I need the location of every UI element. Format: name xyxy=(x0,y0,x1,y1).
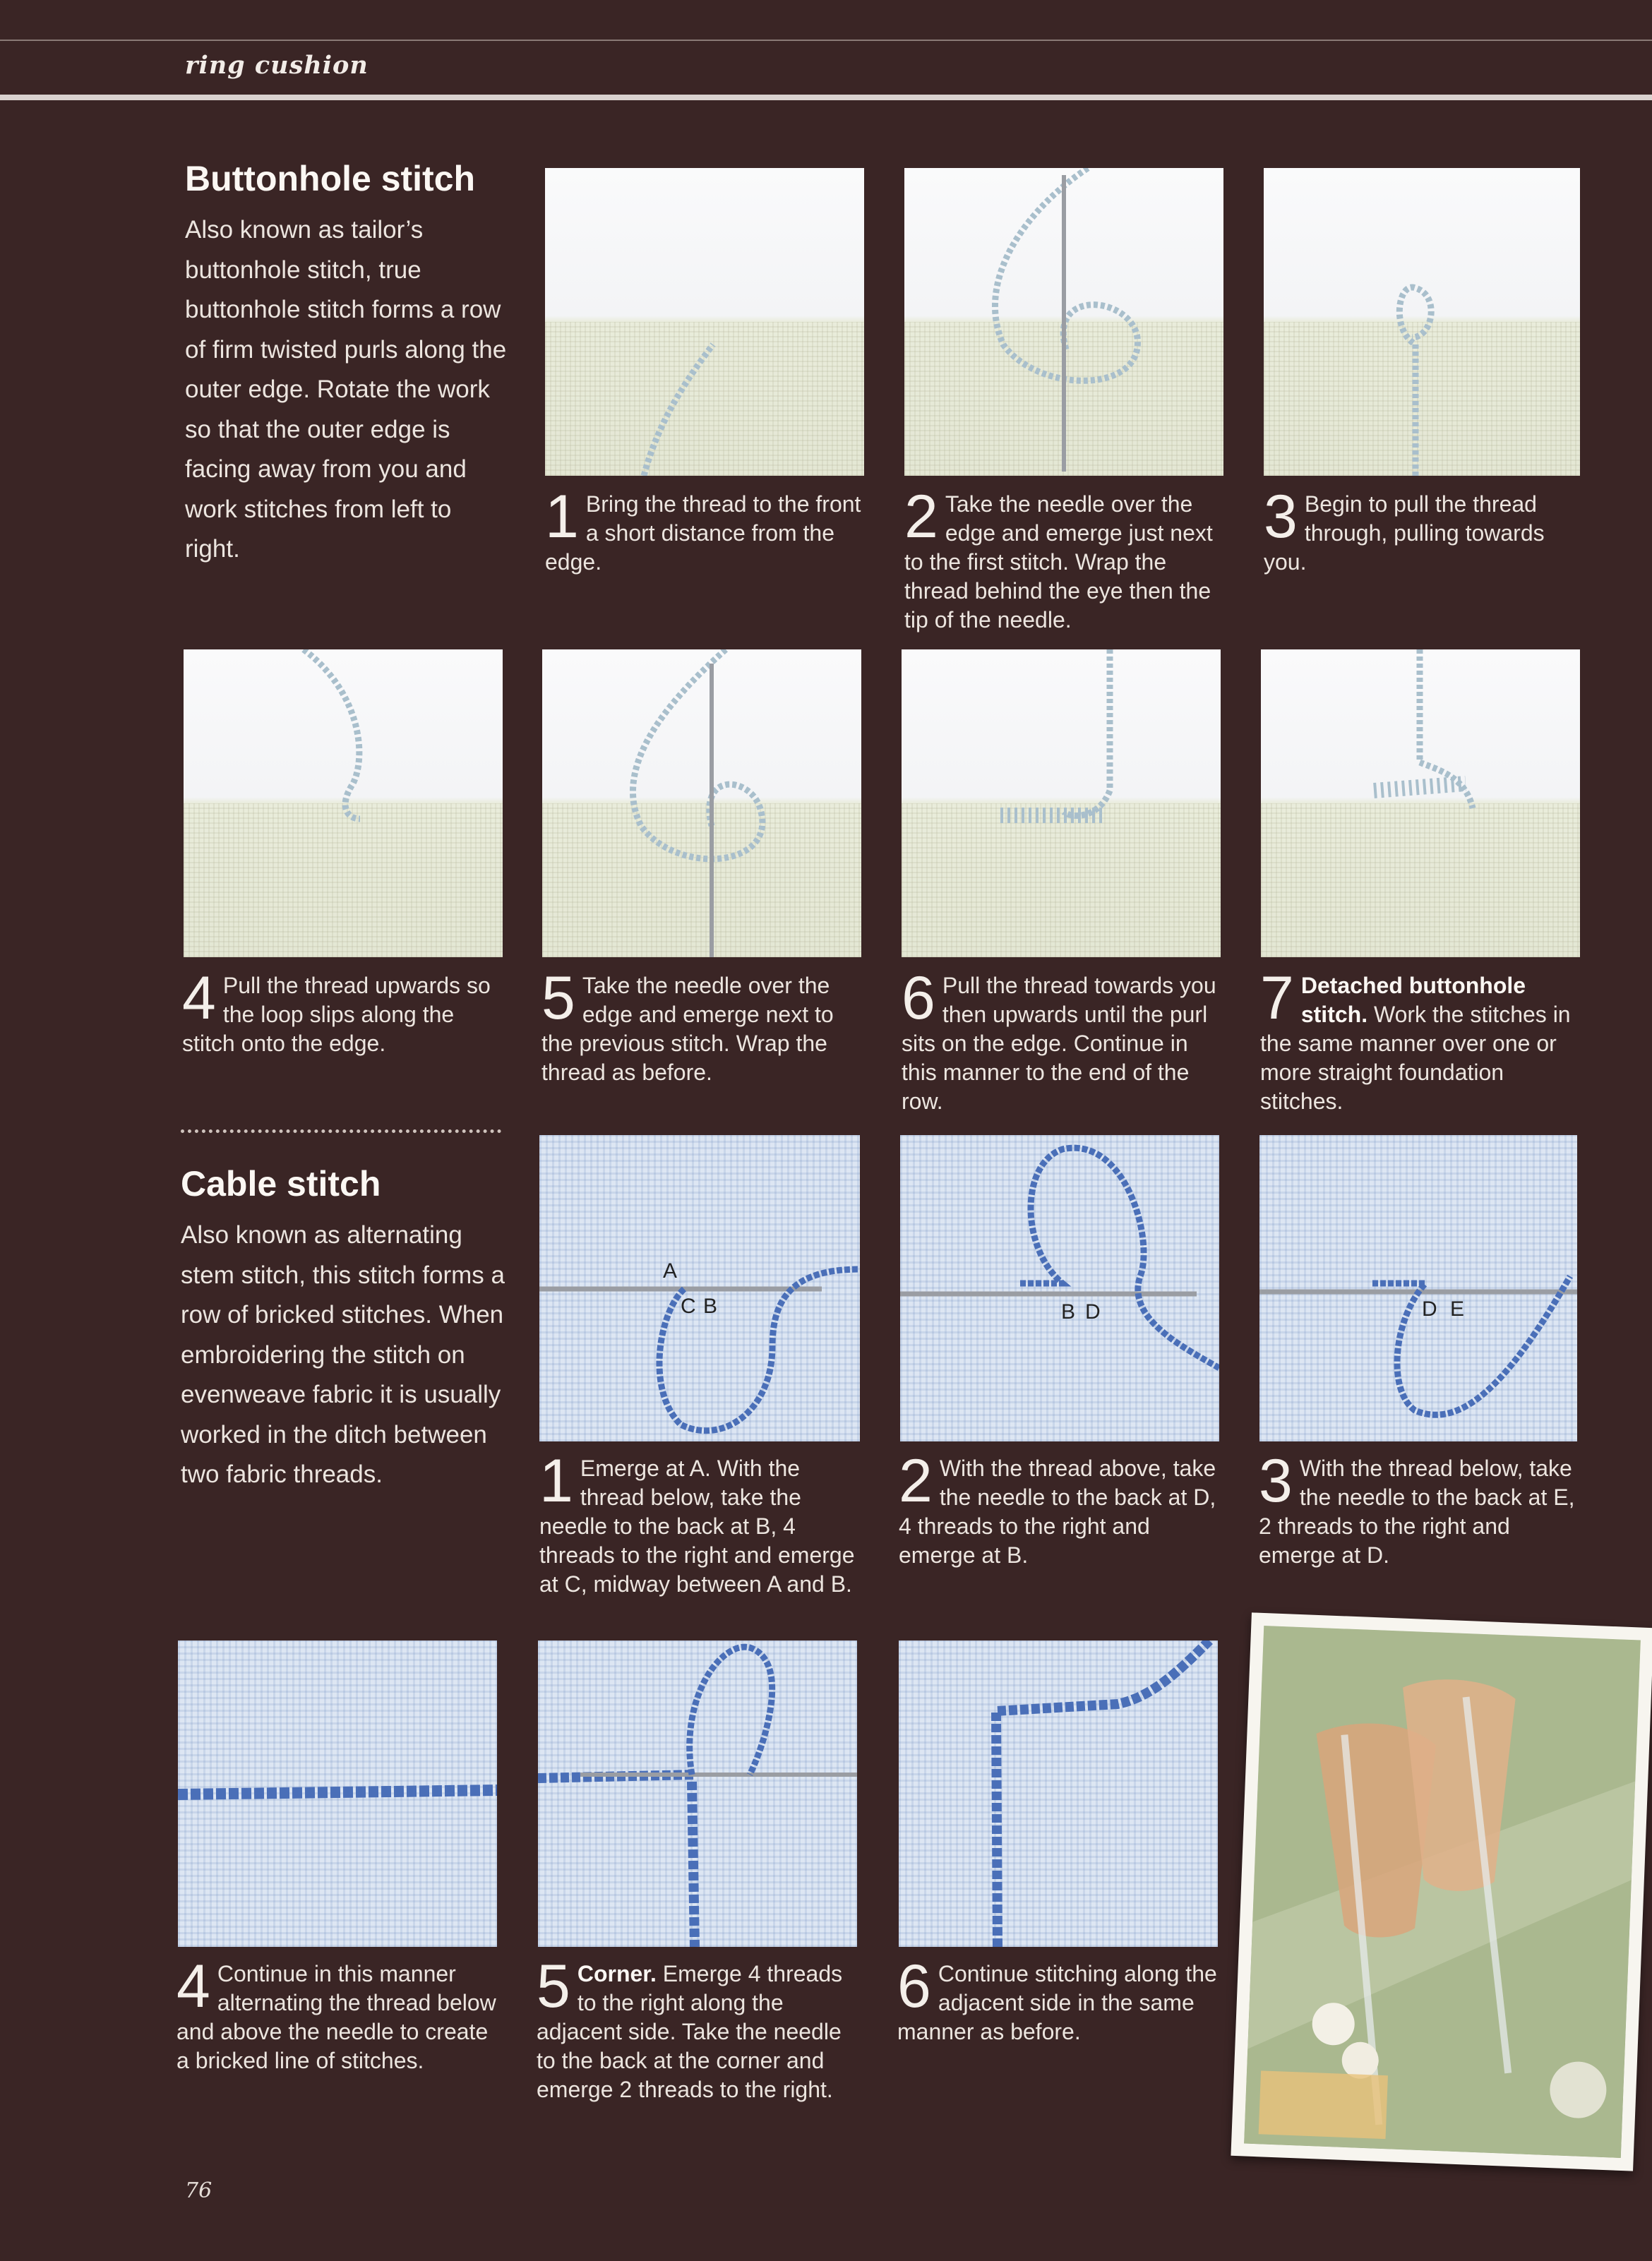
cable-step4-photo xyxy=(178,1641,497,1947)
label-E: E xyxy=(1450,1297,1465,1321)
cable-step2-caption: 2 With the thread above, take the needle to the back at D, 4 threads to the right and emerge at B. xyxy=(899,1447,1216,1568)
cable-step5-caption: 5 Corner. Emerge 4 threads to the right along the adjacent side. Take the needle to the back at the corner and emerge 2 threads to the right. xyxy=(537,1953,843,2102)
buttonhole-step6-caption: 6 Pull the thread towards you then upwards until the purl sits on the edge. Continue in this manner to the end of the row. xyxy=(902,964,1216,1114)
label-C: C xyxy=(681,1295,696,1318)
cable-step3-caption: 3 With the thread below, take the needle to the back at E, 2 threads to the right and emerge at D. xyxy=(1259,1447,1575,1568)
label-D2: D xyxy=(1422,1297,1437,1321)
cable-step4-caption: 4 Continue in this manner alternating the thread below and above the needle to create a bricked line of stitches. xyxy=(176,1953,496,2073)
running-head: ring cushion xyxy=(185,51,369,80)
label-D: D xyxy=(1085,1300,1101,1324)
label-B2: B xyxy=(1061,1300,1076,1324)
buttonhole-step2-caption: 2 Take the needle over the edge and emerge just next to the first stitch. Wrap the thread behind the eye then the tip of the needle. xyxy=(904,483,1213,632)
cable-step3-photo xyxy=(1259,1135,1577,1441)
cable-step6-photo xyxy=(899,1641,1218,1947)
buttonhole-step2-photo xyxy=(904,168,1223,476)
buttonhole-step3-caption: 3 Begin to pull the thread through, pulling towards you. xyxy=(1264,483,1545,575)
label-B: B xyxy=(703,1295,718,1318)
buttonhole-step5-photo xyxy=(542,649,861,957)
champagne-glasses-photo xyxy=(1231,1612,1652,2171)
buttonhole-step6-photo xyxy=(902,649,1221,957)
page-number: 76 xyxy=(185,2178,213,2203)
buttonhole-step7-photo xyxy=(1261,649,1580,957)
buttonhole-step5-caption: 5 Take the needle over the edge and emerge next to the previous stitch. Wrap the thread as before. xyxy=(541,964,834,1085)
buttonhole-step4-caption: 4 Pull the thread upwards so the loop slips along the stitch onto the edge. xyxy=(182,964,491,1056)
top-rule xyxy=(0,40,1652,41)
buttonhole-step4-photo xyxy=(184,649,503,957)
buttonhole-intro: Also known as tailor’s buttonhole stitch, true buttonhole stitch forms a row of firm twisted purls along the outer edge. Rotate the work so that the outer edge is facing away from you and work stitches from left to right. xyxy=(185,216,507,563)
header-bar xyxy=(0,95,1652,100)
section-divider xyxy=(181,1129,501,1133)
buttonhole-title: Buttonhole stitch xyxy=(185,159,476,198)
cable-title: Cable stitch xyxy=(181,1164,381,1204)
cable-intro: Also known as alternating stem stitch, this stitch forms a row of bricked stitches. When embroidering the stitch on evenweave fabric it is usually worked in the ditch between two fabric threads. xyxy=(181,1221,505,1488)
cable-step6-caption: 6 Continue stitching along the adjacent side in the same manner as before. xyxy=(897,1953,1217,2044)
buttonhole-step7-caption: 7 Detached buttonhole stitch. Work the stitches in the same manner over one or more straight foundation stitches. xyxy=(1260,964,1571,1114)
cable-step1-photo xyxy=(539,1135,860,1441)
buttonhole-step1-caption: 1 Bring the thread to the front a short distance from the edge. xyxy=(545,483,861,575)
buttonhole-step1-photo xyxy=(545,168,864,476)
buttonhole-step3-photo xyxy=(1264,168,1580,476)
cable-step2-photo xyxy=(900,1135,1219,1441)
label-A: A xyxy=(663,1259,678,1283)
cable-step1-caption: 1 Emerge at A. With the thread below, take the needle to the back at B, 4 threads to the right and emerge at C, midway between A and B. xyxy=(539,1447,855,1597)
cable-step5-photo xyxy=(538,1641,857,1947)
